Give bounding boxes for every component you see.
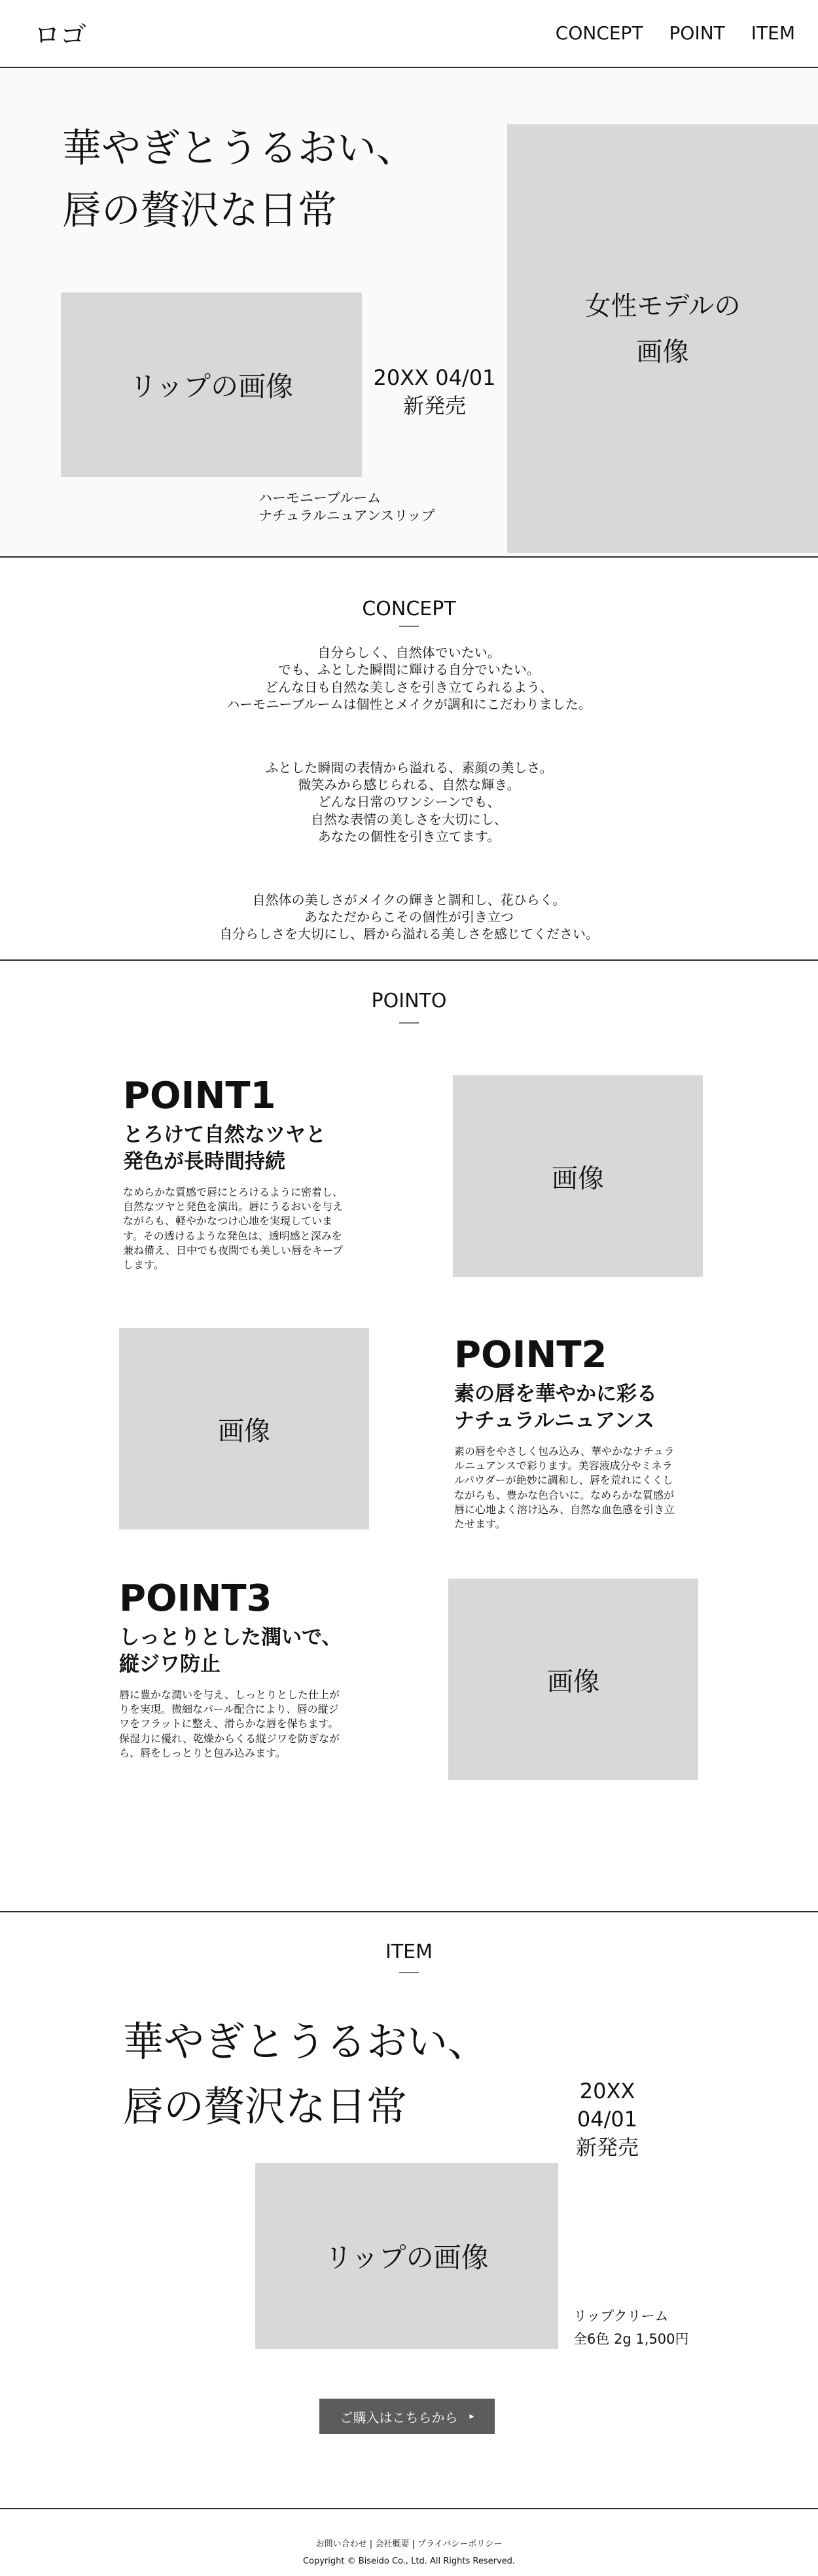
concept-paragraph-3: 自然体の美しさがメイクの輝きと調和し、花ひらく。 あなただからこその個性が引き立つ 自分らしさを大切にし、唇から溢れる美しさを感じてください。 — [219, 891, 599, 942]
buy-button[interactable]: ご購入はこちらから ▸ — [319, 2399, 495, 2434]
point-1-description: なめらかな質感で唇にとろけるように密着し、 自然なツヤと発色を演出。唇にうるおいを与え ながらも、軽やかなつけ心地を実現していま す。その透けるような発色は、透明感と深みを 兼ね備え、日中でも夜間でも美しい唇をキープ します。 — [123, 1186, 344, 1271]
footer-link-company[interactable]: 会社概要 — [375, 2539, 410, 2549]
point-2 — [454, 1335, 703, 1531]
concept-paragraph-2: ふとした瞬間の表情から溢れる、素顔の美しさ。 微笑みから感じられる、自然な輝き。 どんな日常のワンシーンでも、 自然な表情の美しさを大切にし、 あなたの個性を引き立てます。 — [265, 759, 553, 845]
nav-item-point[interactable]: POINT — [669, 22, 725, 44]
arrow-right-icon: ▸ — [469, 2411, 474, 2422]
point-heading: POINTO — [371, 990, 447, 1012]
point-1 — [123, 1076, 372, 1272]
point-1-number: POINT1 — [123, 1075, 276, 1117]
item-heading-underline — [399, 1972, 419, 1973]
item-title: 華やぎとうるおい、 唇の贅沢な日常 — [123, 2018, 489, 2131]
nav-item-item[interactable]: ITEM — [751, 22, 795, 44]
point-2-number: POINT2 — [454, 1334, 607, 1376]
concept-divider — [0, 959, 818, 961]
footer-link-contact[interactable]: お問い合わせ — [315, 2539, 367, 2549]
concept-body — [0, 644, 818, 989]
point-2-title: 素の唇を華やかに彩る ナチュラルニュアンス — [454, 1382, 657, 1433]
concept-heading: CONCEPT — [362, 598, 456, 620]
footer-link-privacy[interactable]: プライバシーポリシー — [418, 2539, 503, 2549]
point-3 — [119, 1579, 368, 1761]
concept-paragraph-1: 自分らしく、自然体でいたい。 でも、ふとした瞬間に輝ける自分でいたい。 どんな日も自然な美しさを引き立てられるよう、 ハーモニーブルームは個性とメイクが調和にこだわりました。 — [226, 645, 592, 713]
point-divider — [0, 1911, 818, 1912]
point-2-image: 画像 — [119, 1328, 369, 1530]
point-3-image: 画像 — [448, 1579, 698, 1780]
hero-product-name: ハーモニーブルーム ナチュラルニュアンスリップ — [258, 490, 435, 524]
point-2-description: 素の唇をやさしく包み込み、華やかなナチュラ ルニュアンスで彩ります。美容液成分やミネラ ルパウダーが絶妙に調和し、唇を荒れにくくし ながらも、豊かな色合いに。なめらかな質感が 唇に心地よく溶け込み、自然な血色感を引き立 たせます。 — [454, 1445, 675, 1530]
hero-model-image: 女性モデルの 画像 — [507, 124, 818, 553]
point-1-title: とろけて自然なツヤと 発色が長時間持続 — [123, 1122, 326, 1174]
footer-links: お問い合わせ | 会社概要 | プライバシーポリシー — [315, 2539, 503, 2549]
item-lip-image: リップの画像 — [255, 2163, 558, 2349]
point-3-description: 唇に豊かな潤いを与え、しっとりとした仕上が りを実現。微細なパール配合により、唇の縦ジ ワをフラットに整え、滑らかな唇を保ちます。 保湿力に優れ、乾燥からくる縦ジワを防ぎなが ら、唇をしっとりと包み込みます。 — [119, 1689, 340, 1759]
logo[interactable]: ロゴ — [34, 20, 86, 50]
point-1-image: 画像 — [453, 1075, 703, 1277]
footer-divider — [0, 2508, 818, 2509]
hero-release-date: 20XX 04/01 新発売 — [373, 365, 496, 419]
hero-title: 華やぎとうるおい、 唇の贅沢な日常 — [62, 126, 416, 234]
nav-item-concept[interactable]: CONCEPT — [555, 22, 643, 44]
item-product-info: リップクリーム 全6色 2g 1,500円 — [573, 2308, 689, 2347]
global-nav — [556, 22, 795, 44]
concept-heading-underline — [399, 626, 419, 627]
copyright: Copyright © Biseido Co., Ltd. All Rights Reserved. — [302, 2556, 516, 2566]
point-3-title: しっとりとした潤いで、 縦ジワ防止 — [119, 1625, 342, 1677]
hero-divider — [0, 556, 818, 558]
point-3-number: POINT3 — [119, 1577, 272, 1620]
item-release-date: 20XX 04/01 新発売 — [575, 2079, 639, 2160]
item-heading: ITEM — [385, 1941, 433, 1963]
point-heading-underline — [399, 1022, 419, 1024]
hero-lip-image: リップの画像 — [61, 293, 362, 477]
